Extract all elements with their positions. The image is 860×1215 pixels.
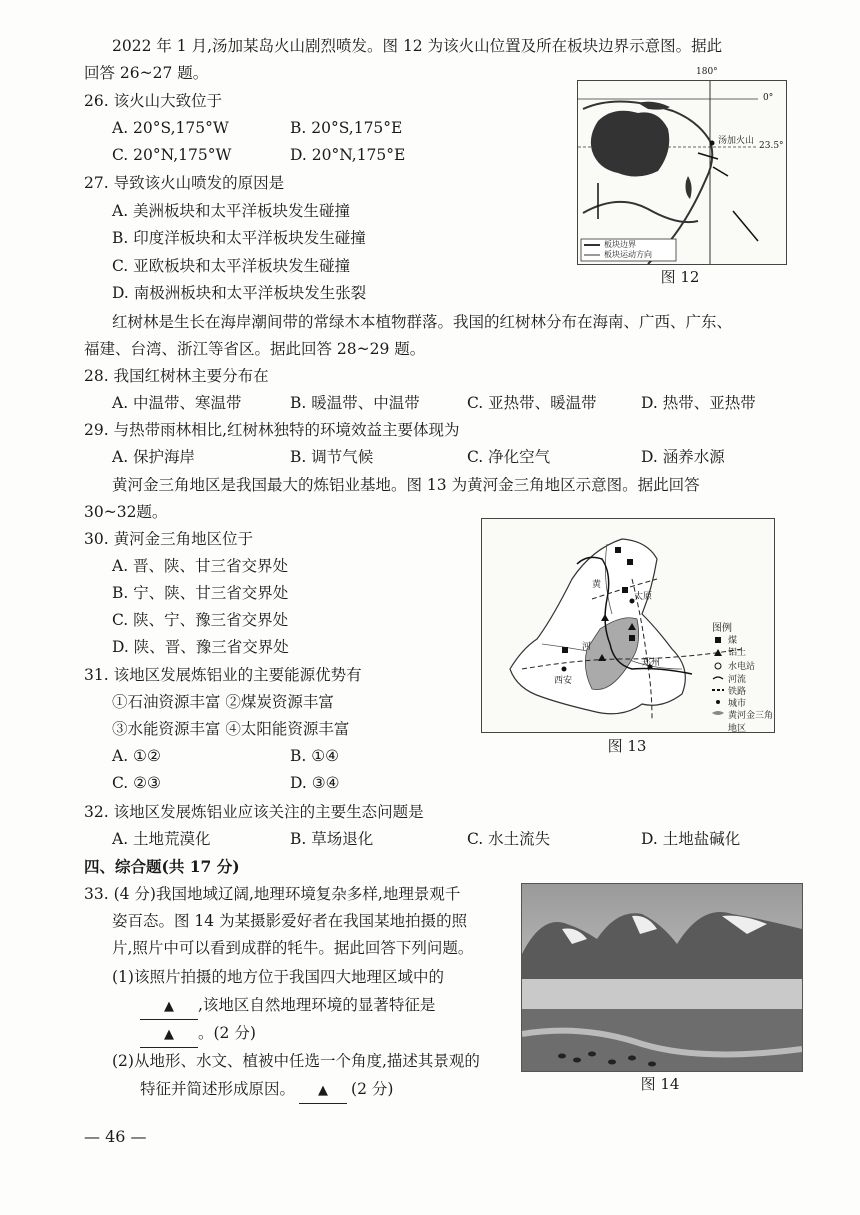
q26-option-d[interactable]: D. 20°N,175°E [290,146,406,164]
q33-part1-line3: ▲ 。(2 分) [140,1021,256,1048]
intro-28-29-line2: 福建、台湾、浙江等省区。据此回答 28~29 题。 [84,340,426,358]
figure-14-caption: 图 14 [640,1075,680,1093]
q33-line3: 片,照片中可以看到成群的牦牛。据此回答下列问题。 [112,939,474,957]
legend-golden-triangle: 黄河金三角地区 [728,711,774,734]
q33-part2-line2: 特征并简述形成原因。 ▲ (2 分) [140,1077,393,1104]
motion-arrow-2 [713,167,728,176]
q33-part2-line1: (2)从地形、水文、植被中任选一个角度,描述其景观的 [112,1052,480,1070]
answer-blank-2[interactable]: ▲ [140,1021,198,1048]
label-180: 180° [696,67,718,77]
q30-option-c[interactable]: C. 陕、宁、豫三省交界处 [112,611,289,629]
legend-plate-motion: 板块运动方向 [604,250,652,259]
city-dot-xian [562,667,567,672]
australia-landmass [591,111,669,177]
intro-30-32-line1: 黄河金三角地区是我国最大的炼铝业基地。图 13 为黄河金三角地区示意图。据此回答 [112,476,700,494]
q31-items-2: ③水能资源丰富 ④太阳能资源丰富 [112,720,350,738]
coal-marker-3 [622,587,628,593]
legend-plate-boundary: 板块边界 [604,240,636,249]
q31-option-b[interactable]: B. ①④ [290,747,340,765]
q26-option-b[interactable]: B. 20°S,175°E [290,119,403,137]
q27-option-c[interactable]: C. 亚欧板块和太平洋板块发生碰撞 [112,257,351,275]
figure-12-caption: 图 12 [660,268,700,286]
intro-26-27-line2: 回答 26~27 题。 [84,64,209,82]
coal-marker-5 [629,635,635,641]
q28-option-b[interactable]: B. 暖温带、中温带 [290,394,420,412]
label-equator: 0° [763,93,774,103]
q32-stem: 32. 该地区发展炼铝业应该关注的主要生态问题是 [84,803,424,821]
answer-blank-3[interactable]: ▲ [299,1077,347,1104]
q32-option-d[interactable]: D. 土地盐碱化 [641,830,741,848]
q28-stem: 28. 我国红树林主要分布在 [84,367,269,385]
lake-water [522,979,802,1009]
figure-12-map [577,67,787,265]
q31-option-d[interactable]: D. ③④ [290,774,340,792]
q31-option-c[interactable]: C. ②③ [112,774,161,792]
label-zhengzhou: 郑州 [642,658,661,668]
legend-coal: 煤 [728,636,738,646]
coal-marker-4 [562,647,568,653]
q29-option-c[interactable]: C. 净化空气 [467,448,551,466]
label-tropic: 23.5° [759,141,784,151]
q29-option-b[interactable]: B. 调节气候 [290,448,374,466]
q32-option-a[interactable]: A. 土地荒漠化 [112,830,211,848]
q30-option-a[interactable]: A. 晋、陕、甘三省交界处 [112,557,289,575]
legend-title: 图例 [712,623,732,634]
legend-bauxite: 铝土 [728,648,747,658]
q31-option-a[interactable]: A. ①② [112,747,161,765]
q27-option-d[interactable]: D. 南极洲板块和太平洋板块发生张裂 [112,284,367,302]
q30-option-b[interactable]: B. 宁、陕、甘三省交界处 [112,584,289,602]
q29-stem: 29. 与热带雨林相比,红树林独特的环境效益主要体现为 [84,421,460,439]
q32-option-c[interactable]: C. 水土流失 [467,830,551,848]
figure-13-caption: 图 13 [607,737,647,755]
legend-hydro: 水电站 [728,662,756,672]
q28-option-a[interactable]: A. 中温带、寒温带 [112,394,242,412]
q27-stem: 27. 导致该火山喷发的原因是 [84,174,285,192]
legend-river: 河流 [728,675,747,685]
q33-line2: 姿百态。图 14 为某摄影爱好者在我国某地拍摄的照 [112,912,468,930]
q33-part1-line2: ▲ ,该地区自然地理环境的显著特征是 [140,993,435,1020]
figure-14-photo [521,883,803,1072]
label-river-1: 黄 [592,580,602,590]
legend-railway: 铁路 [728,687,747,697]
q28-option-d[interactable]: D. 热带、亚热带 [641,394,756,412]
label-xian: 西安 [554,676,573,686]
q30-stem: 30. 黄河金三角地区位于 [84,530,254,548]
q27-option-a[interactable]: A. 美洲板块和太平洋板块发生碰撞 [112,202,351,220]
q26-option-c[interactable]: C. 20°N,175°W [112,146,232,164]
plateau-landscape-photo [522,884,802,1071]
q28-option-c[interactable]: C. 亚热带、暖温带 [467,394,597,412]
q31-stem: 31. 该地区发展炼铝业的主要能源优势有 [84,666,362,684]
q32-option-b[interactable]: B. 草场退化 [290,830,374,848]
q26-option-a[interactable]: A. 20°S,175°W [112,119,229,137]
motion-arrow-1 [698,153,718,159]
q29-option-a[interactable]: A. 保护海岸 [112,448,196,466]
label-river-2: 河 [582,642,592,652]
q30-option-d[interactable]: D. 陕、晋、豫三省交界处 [112,638,289,656]
intro-30-32-line2: 30~32题。 [84,503,168,521]
q33-line1: 33. (4 分)我国地域辽阔,地理环境复杂多样,地理景观千 [84,885,461,903]
section-4-heading: 四、综合题(共 17 分) [84,857,240,876]
plate-boundary-south [583,202,698,222]
intro-26-27-line1: 2022 年 1 月,汤加某岛火山剧烈喷发。图 12 为该火山位置及所在板块边界示意图。据此 [112,37,723,55]
q33-part1-line1: (1)该照片拍摄的地方位于我国四大地理区域中的 [112,968,444,986]
q27-option-b[interactable]: B. 印度洋板块和太平洋板块发生碰撞 [112,229,366,247]
label-volcano: 汤加火山 [718,136,755,146]
q26-stem: 26. 该火山大致位于 [84,92,223,110]
intro-28-29-line1: 红树林是生长在海岸潮间带的常绿木本植物群落。我国的红树林分布在海南、广西、广东、 [112,313,733,331]
motion-arrow-4 [733,211,758,241]
answer-blank-1[interactable]: ▲ [140,993,198,1020]
coal-marker-2 [627,559,633,565]
q31-items-1: ①石油资源丰富 ②煤炭资源丰富 [112,693,334,711]
label-taiyuan: 太原 [634,592,653,602]
q29-option-d[interactable]: D. 涵养水源 [641,448,725,466]
volcano-marker [710,141,715,146]
page-number: — 46 — [84,1127,147,1146]
coal-marker-1 [615,547,621,553]
grassland [522,1009,802,1071]
tonga-plate-map [578,81,786,264]
figure-13-map [481,518,775,733]
legend-city: 城市 [728,699,747,709]
new-zealand-landmass [686,176,692,199]
